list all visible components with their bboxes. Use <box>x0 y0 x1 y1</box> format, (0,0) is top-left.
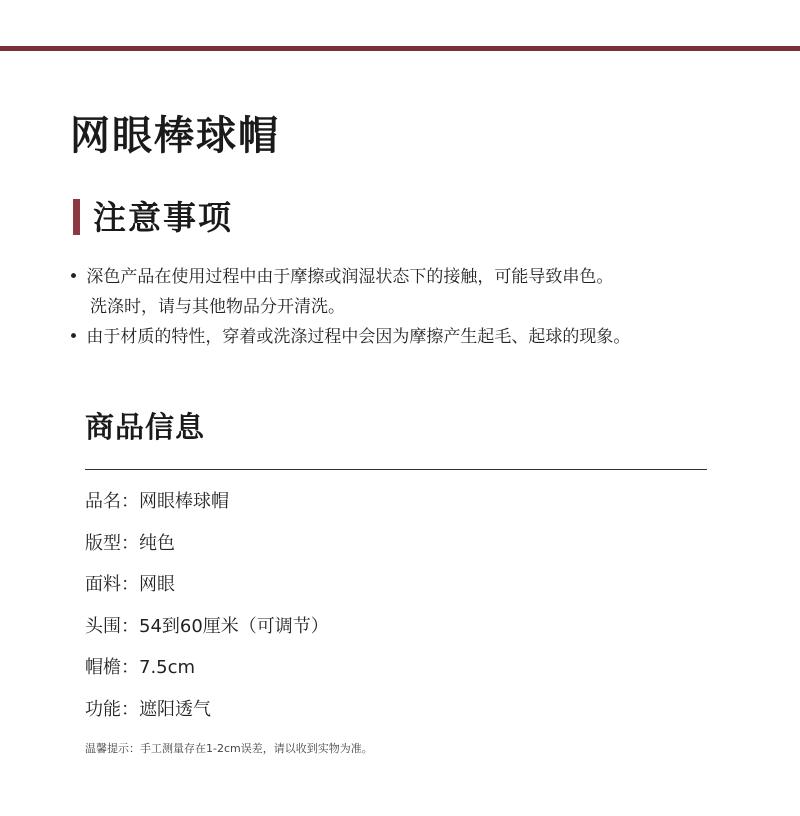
info-value: 54到60厘米（可调节） <box>139 615 329 637</box>
info-value: 遮阳透气 <box>139 698 211 720</box>
info-value: 纯色 <box>139 532 175 554</box>
info-list <box>85 484 329 734</box>
info-heading: 商品信息 <box>85 410 206 444</box>
bullet: • <box>68 267 79 287</box>
bullet: • <box>68 327 79 347</box>
info-label: 版型： <box>85 532 139 554</box>
footnote: 温馨提示：手工测量存在1-2cm误差，请以收到实物为准。 <box>85 742 373 755</box>
notice-item <box>66 322 630 352</box>
info-row-brim <box>85 650 329 692</box>
info-value: 7.5cm <box>139 657 196 679</box>
product-title: 网眼棒球帽 <box>70 113 280 159</box>
notice-item <box>66 262 630 292</box>
top-divider <box>0 46 800 51</box>
info-row-style <box>85 526 329 568</box>
info-label: 头围： <box>85 615 139 637</box>
info-value: 网眼棒球帽 <box>139 491 229 512</box>
info-label: 面料： <box>85 574 139 596</box>
notice-text: 由于材质的特性，穿着或洗涤过程中会因为摩擦产生起毛、起球的现象。 <box>86 327 631 347</box>
info-label: 品名： <box>85 491 139 512</box>
info-divider <box>85 469 707 470</box>
info-row-fabric <box>85 567 329 609</box>
notice-item-continued <box>66 292 630 322</box>
notice-text: 洗涤时，请与其他物品分开清洗。 <box>90 297 345 317</box>
info-row-name <box>85 484 329 526</box>
section-accent-bar <box>73 199 80 235</box>
notice-text: 深色产品在使用过程中由于摩擦或润湿状态下的接触，可能导致串色。 <box>86 267 614 287</box>
info-label: 帽檐： <box>85 657 139 679</box>
info-value: 网眼 <box>139 574 175 596</box>
info-row-function <box>85 692 329 734</box>
notice-heading: 注意事项 <box>93 198 233 237</box>
info-label: 功能： <box>85 698 139 720</box>
info-row-head-size <box>85 609 329 651</box>
notice-list <box>66 262 630 352</box>
